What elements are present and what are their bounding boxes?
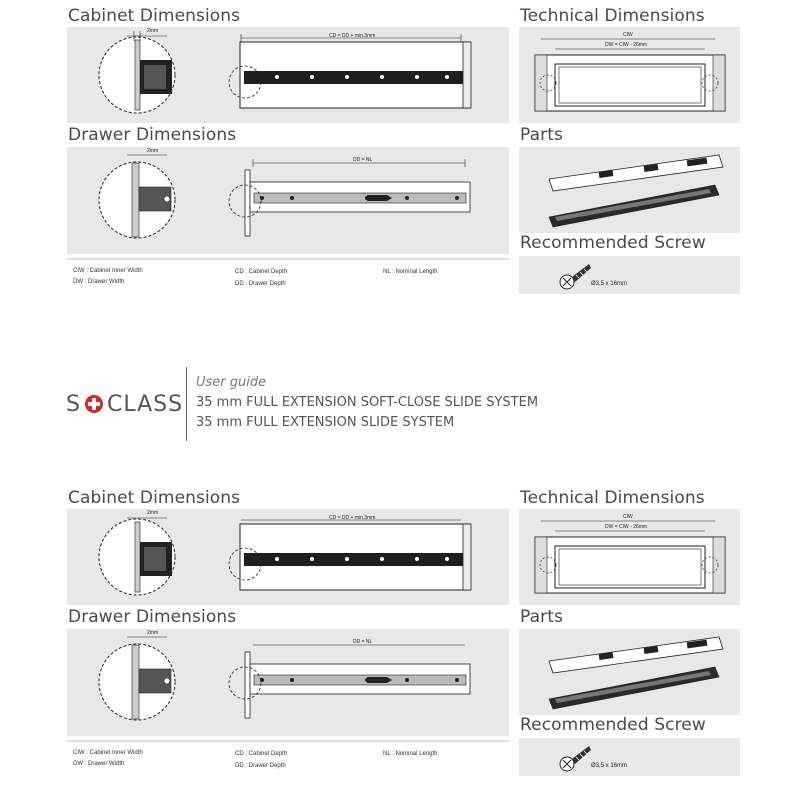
technical-dimensions-panel: [519, 509, 740, 605]
legend-nl: NL : Nominal Length: [383, 269, 438, 275]
user-guide-label: User guide: [196, 375, 267, 390]
brand-name-left: S: [66, 392, 81, 417]
drawer-diagram: [67, 147, 509, 254]
screw-icon: [519, 738, 740, 776]
legend-ciw: CIW : Cabinet Inner Width: [73, 268, 143, 274]
drawer-width-formula: DW = CIW - 26mm: [605, 42, 648, 48]
cabinet-gap-label: 2mm: [147, 510, 159, 516]
drawer-width-formula: DW = CIW - 26mm: [605, 524, 648, 530]
drawer-dimensions-panel: [67, 147, 509, 254]
product-line-2: 35 mm FULL EXTENSION SLIDE SYSTEM: [196, 415, 455, 430]
screw-size-label: Ø3,5 x 16mm: [591, 281, 628, 287]
drawer-gap-label: 2mm: [147, 148, 159, 154]
cabinet-dimensions-panel: [67, 509, 509, 605]
screw-icon: [519, 256, 740, 294]
ciw-label: CIW: [623, 32, 633, 38]
logo-cross-icon: [85, 395, 103, 413]
slide-parts-illustration: [519, 147, 740, 233]
cabinet-gap-label: 2mm: [147, 28, 159, 34]
slide-parts-illustration: [519, 629, 740, 715]
cabinet-diagram: [67, 27, 509, 123]
technical-dimensions-heading: Technical Dimensions: [520, 6, 705, 26]
drawer-dimensions-panel: [67, 629, 509, 736]
legend-panel: [67, 740, 509, 779]
drawer-diagram: [67, 629, 509, 736]
screw-panel: [519, 256, 740, 294]
cabinet-dimensions-heading: Cabinet Dimensions: [68, 488, 241, 508]
cabinet-dimensions-heading: Cabinet Dimensions: [68, 6, 241, 26]
cabinet-depth-formula: CD = DD + min.3mm: [329, 515, 376, 521]
ciw-label: CIW: [623, 514, 633, 520]
legend-cd: CD : Cabinet Depth: [235, 269, 288, 275]
parts-panel: [519, 629, 740, 715]
legend-dw: DW : Drawer Width: [73, 279, 125, 285]
legend-cd: CD : Cabinet Depth: [235, 751, 288, 757]
cabinet-depth-formula: CD = DD + min.3mm: [329, 33, 376, 39]
drawer-depth-formula: DD = NL: [353, 639, 373, 645]
brand-logo: [66, 392, 183, 417]
legend-panel: [67, 258, 509, 297]
drawer-dimensions-heading: Drawer Dimensions: [68, 607, 237, 627]
screw-panel: [519, 738, 740, 776]
product-line-1: 35 mm FULL EXTENSION SOFT-CLOSE SLIDE SYSTEM: [196, 395, 539, 410]
parts-heading: Parts: [520, 607, 563, 627]
brand-name-right: CLASS: [106, 392, 184, 417]
cabinet-dimensions-panel: [67, 27, 509, 123]
recommended-screw-heading: Recommended Screw: [520, 233, 706, 253]
sheet-top: [0, 0, 800, 300]
drawer-dimensions-heading: Drawer Dimensions: [68, 125, 237, 145]
screw-size-label: Ø3,5 x 16mm: [591, 763, 628, 769]
brand-block: [0, 360, 800, 450]
legend-ciw: CIW : Cabinet Inner Width: [73, 750, 143, 756]
brand-divider: [186, 367, 187, 441]
parts-panel: [519, 147, 740, 233]
legend-nl: NL : Nominal Length: [383, 751, 438, 757]
legend-dd: DD : Drawer Depth: [235, 281, 286, 287]
cabinet-diagram: [67, 509, 509, 605]
drawer-depth-formula: DD = NL: [353, 157, 373, 163]
technical-dimensions-heading: Technical Dimensions: [520, 488, 705, 508]
drawer-gap-label: 2mm: [147, 630, 159, 636]
technical-dimensions-panel: [519, 27, 740, 123]
legend-dd: DD : Drawer Depth: [235, 763, 286, 769]
legend-dw: DW : Drawer Width: [73, 761, 125, 767]
parts-heading: Parts: [520, 125, 563, 145]
sheet-bottom: [0, 482, 800, 782]
recommended-screw-heading: Recommended Screw: [520, 715, 706, 735]
